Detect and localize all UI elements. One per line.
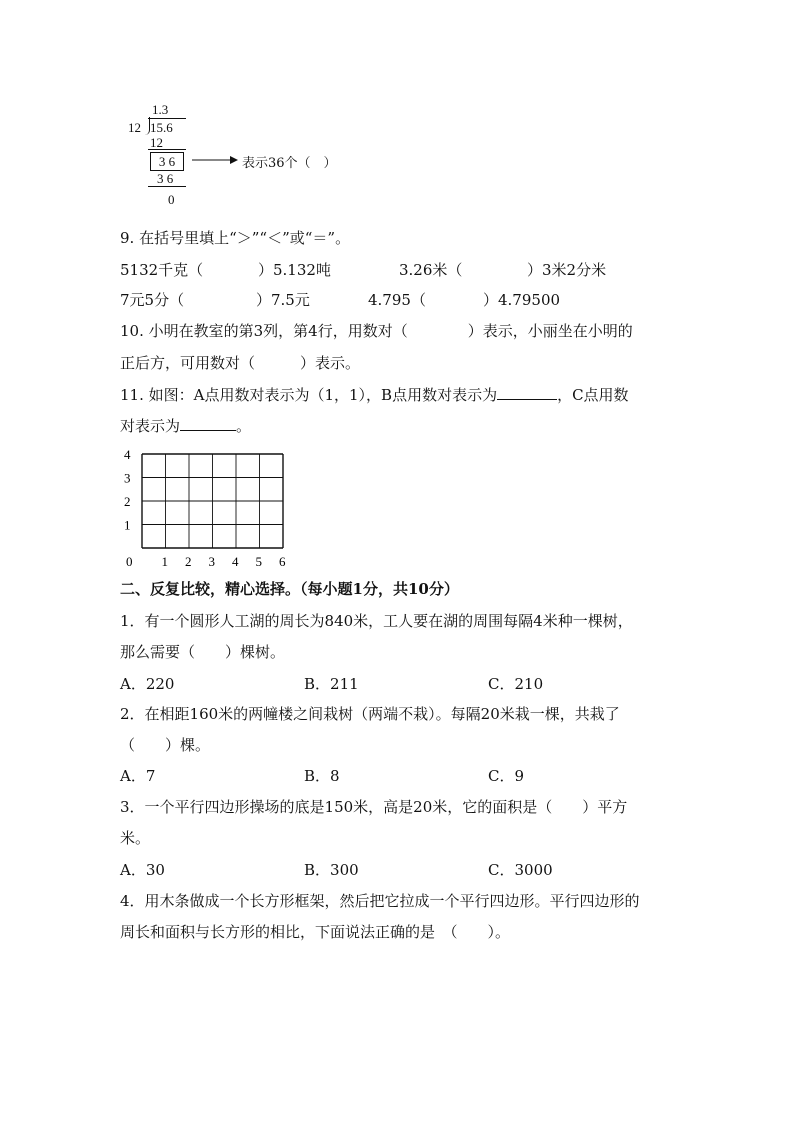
y-tick-label: 1 [124,517,131,533]
q11-text-c: 对表示为 [120,417,181,435]
x-tick-label: 0 [126,554,133,569]
s2-q1-option-c[interactable]: C．210 [488,675,544,693]
s2-q1-line-1: 1．有一个圆形人工湖的周长为840米，工人要在湖的周围每隔4米种一棵树， [120,612,633,630]
q9-item-2-left: 3.26米（ [399,261,463,279]
s2-q2-line-2: （ ）棵。 [120,736,211,754]
y-tick-label: 2 [124,494,131,509]
s2-q3-line-2: 米。 [120,829,151,847]
grid-lines [142,454,283,548]
division-remainder: 0 [168,192,175,207]
q11-text-d: 。 [236,417,252,435]
s2-q2-option-a[interactable]: A．7 [120,767,156,785]
answer-blank-b[interactable] [497,387,557,400]
grid-labels [124,447,286,569]
s2-q3-option-a[interactable]: A．30 [120,861,165,879]
coordinate-grid [118,444,293,572]
s2-q4-line-1: 4．用木条做成一个长方形框架，然后把它拉成一个平行四边形。平行四边形的 [120,892,640,910]
s2-q1-option-a[interactable]: A．220 [120,675,175,693]
q11-line-2 [120,417,251,435]
q9-item-1-left: 5132千克（ [120,261,204,279]
division-boxed-digits: 3 6 [150,152,184,171]
arrow-label: 表示36个（ ） [242,156,337,171]
x-tick-label: 5 [255,554,262,569]
y-tick-label: 4 [124,447,131,462]
s2-q1-line-2: 那么需要（ ）棵树。 [120,643,286,661]
q9-item-3-left: 7元5分（ [120,291,185,309]
q9-prompt: 9. 在括号里填上“＞”“＜”或“＝”。 [120,229,351,247]
s2-q2-line-1: 2．在相距160米的两幢楼之间栽树（两端不栽）。每隔20米栽一棵，共栽了 [120,705,620,723]
y-tick-label: 3 [124,470,131,486]
q11-text-a: 11. 如图：A点用数对表示为（1，1），B点用数对表示为 [120,386,498,404]
s2-q2-option-c[interactable]: C．9 [488,767,525,785]
answer-blank-c[interactable] [180,418,236,431]
s2-q2-option-b[interactable]: B．8 [304,767,340,785]
division-step1: 12 [150,135,163,150]
q9-item-4-right: ）4.79500 [483,291,561,309]
division-rule-2 [148,186,186,187]
x-tick-label: 4 [232,554,239,569]
q11-line-1 [120,386,629,404]
division-rule-1 [148,149,186,150]
division-step2: 3 6 [157,171,174,186]
q11-text-b: ，C点用数 [557,386,629,404]
q9-item-1-right: ）5.132吨 [258,261,331,279]
q10-line-2: 正后方，可用数对（ ）表示。 [120,354,361,372]
q9-item-2-right: ）3米2分米 [527,261,607,279]
x-tick-label: 2 [185,554,192,569]
q9-item-3-right: ）7.5元 [256,291,310,309]
s2-q3-option-b[interactable]: B．300 [304,861,359,879]
x-tick-label: 6 [279,554,286,569]
q10-line-1: 10. 小明在教室的第3列，第4行，用数对（ ）表示，小丽坐在小明的 [120,322,633,340]
s2-q1-option-b[interactable]: B．211 [304,675,359,693]
section-2-heading: 二、反复比较，精心选择。（每小题1分，共10分） [120,580,459,598]
arrow-icon [190,152,240,168]
s2-q3-option-c[interactable]: C．3000 [488,861,553,879]
s2-q3-line-1: 3．一个平行四边形操场的底是150米，高是20米，它的面积是（ ）平方 [120,798,628,816]
division-divisor: 12 [128,120,141,135]
x-tick-label: 1 [161,554,168,569]
q9-item-4-left: 4.795（ [368,291,426,309]
x-tick-label: 3 [208,554,215,569]
division-bar [148,118,186,119]
division-quotient: 1.3 [152,102,169,117]
division-dividend: 15.6 [150,120,173,135]
s2-q4-line-2: 周长和面积与长方形的相比，下面说法正确的是 （ ）。 [120,923,511,941]
